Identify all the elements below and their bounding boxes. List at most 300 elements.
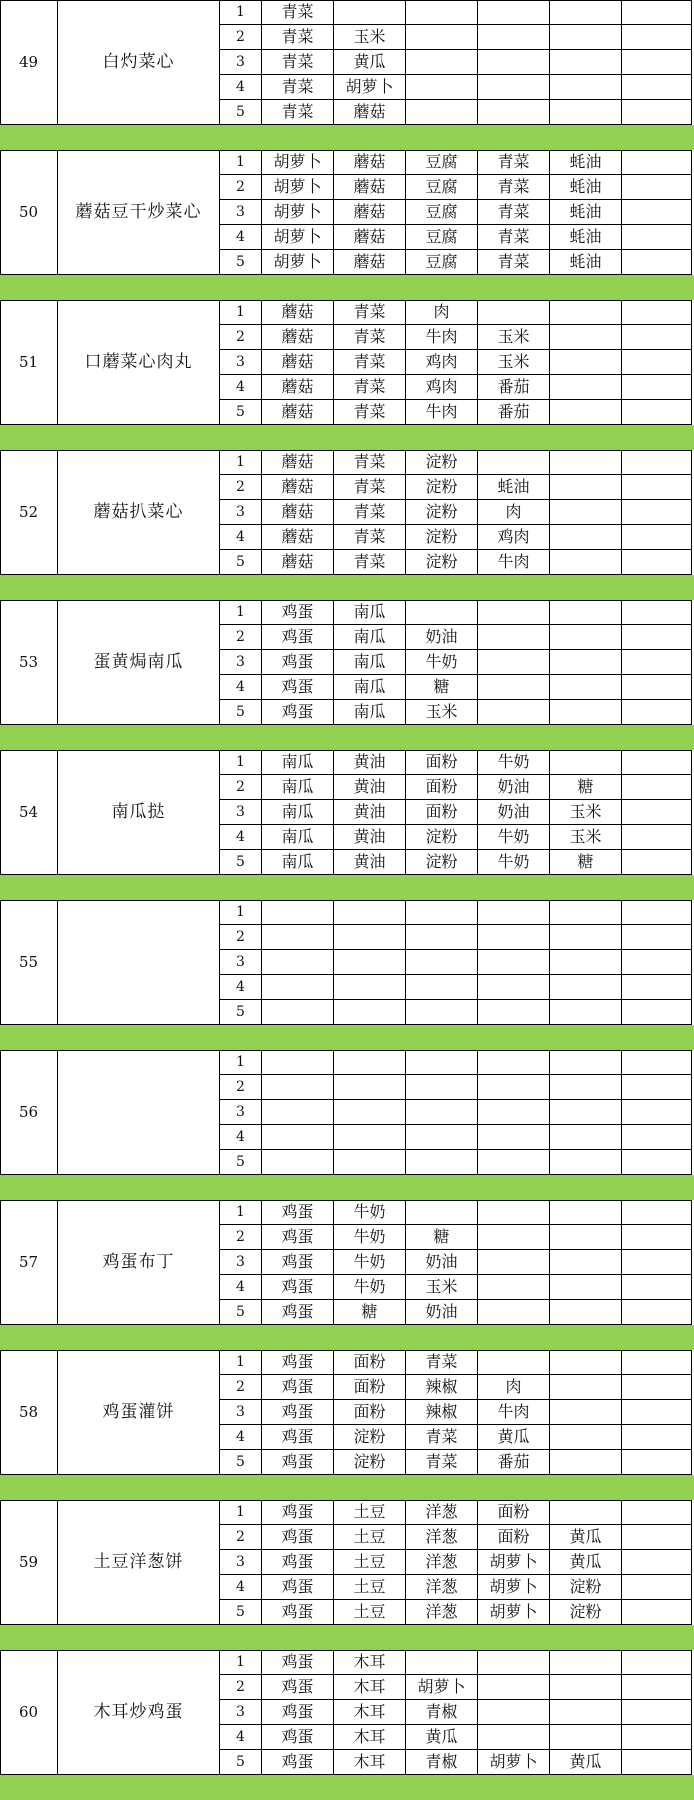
variant-index: 5 [220, 1000, 262, 1025]
ingredient-cell: 蘑菇 [262, 350, 334, 375]
variant-index: 5 [220, 550, 262, 575]
recipe-number: 49 [0, 0, 58, 125]
empty-cell [622, 775, 692, 800]
ingredient-cell [550, 600, 622, 625]
variant-index: 5 [220, 100, 262, 125]
ingredient-cell: 鸡肉 [478, 525, 550, 550]
ingredient-cell: 蘑菇 [262, 475, 334, 500]
variant-index: 5 [220, 1750, 262, 1775]
empty-cell [622, 800, 692, 825]
ingredient-cell: 南瓜 [334, 675, 406, 700]
ingredient-cell: 青菜 [478, 200, 550, 225]
ingredient-cell: 牛奶 [334, 1200, 406, 1225]
variant-index: 4 [220, 975, 262, 1000]
recipe-name: 南瓜挞 [58, 750, 220, 875]
variant-index: 2 [220, 625, 262, 650]
ingredient-cell: 鸡蛋 [262, 1225, 334, 1250]
ingredient-cell: 淀粉 [334, 1425, 406, 1450]
ingredient-cell: 青菜 [334, 525, 406, 550]
recipe-number: 55 [0, 900, 58, 1025]
recipe-name: 口蘑菜心肉丸 [58, 300, 220, 425]
ingredient-cell [550, 1725, 622, 1750]
variant-index: 4 [220, 225, 262, 250]
ingredient-cell [550, 1125, 622, 1150]
variant-index: 3 [220, 1700, 262, 1725]
ingredient-cell [550, 1450, 622, 1475]
recipe-name: 蘑菇扒菜心 [58, 450, 220, 575]
ingredient-cell [406, 975, 478, 1000]
ingredient-cell [262, 950, 334, 975]
empty-cell [622, 325, 692, 350]
ingredient-cell: 青菜 [262, 0, 334, 25]
empty-cell [622, 1600, 692, 1625]
empty-cell [622, 1450, 692, 1475]
variant-index: 5 [220, 1450, 262, 1475]
ingredient-cell [406, 50, 478, 75]
recipe-group [0, 1650, 694, 1775]
ingredient-cell: 豆腐 [406, 200, 478, 225]
empty-cell [622, 1250, 692, 1275]
empty-cell [622, 550, 692, 575]
empty-cell [622, 50, 692, 75]
ingredient-cell: 牛肉 [406, 400, 478, 425]
variant-index: 1 [220, 1500, 262, 1525]
ingredient-cell: 南瓜 [334, 650, 406, 675]
variant-index: 5 [220, 700, 262, 725]
empty-cell [622, 950, 692, 975]
ingredient-cell [406, 1650, 478, 1675]
ingredient-cell: 辣椒 [406, 1400, 478, 1425]
variant-index: 3 [220, 800, 262, 825]
variant-index: 2 [220, 475, 262, 500]
ingredient-cell: 淀粉 [406, 550, 478, 575]
ingredient-cell: 淀粉 [550, 1575, 622, 1600]
ingredient-cell: 肉 [406, 300, 478, 325]
ingredient-cell: 淀粉 [550, 1600, 622, 1625]
empty-cell [622, 1375, 692, 1400]
ingredient-cell: 南瓜 [262, 825, 334, 850]
ingredient-cell [262, 925, 334, 950]
empty-cell [622, 1425, 692, 1450]
ingredient-cell: 南瓜 [262, 750, 334, 775]
ingredient-cell: 牛奶 [334, 1275, 406, 1300]
empty-cell [622, 1275, 692, 1300]
variant-index: 1 [220, 150, 262, 175]
variant-index: 3 [220, 650, 262, 675]
ingredient-cell: 木耳 [334, 1725, 406, 1750]
ingredient-cell: 鸡蛋 [262, 1700, 334, 1725]
ingredient-cell: 玉米 [550, 800, 622, 825]
ingredient-cell [478, 75, 550, 100]
ingredient-cell: 木耳 [334, 1750, 406, 1775]
ingredient-cell: 蚝油 [550, 150, 622, 175]
ingredient-cell: 青椒 [406, 1700, 478, 1725]
ingredient-cell [478, 1125, 550, 1150]
empty-cell [622, 1500, 692, 1525]
empty-cell [622, 500, 692, 525]
ingredient-cell: 淀粉 [406, 825, 478, 850]
ingredient-cell: 面粉 [406, 775, 478, 800]
ingredient-cell: 蚝油 [550, 225, 622, 250]
ingredient-cell: 木耳 [334, 1700, 406, 1725]
ingredient-cell: 土豆 [334, 1525, 406, 1550]
ingredient-cell [478, 25, 550, 50]
ingredient-cell [406, 1200, 478, 1225]
empty-cell [622, 225, 692, 250]
ingredient-cell: 胡萝卜 [262, 225, 334, 250]
empty-cell [622, 1575, 692, 1600]
ingredient-cell [334, 950, 406, 975]
ingredient-cell: 番茄 [478, 375, 550, 400]
ingredient-cell: 牛奶 [478, 850, 550, 875]
ingredient-cell: 青菜 [406, 1350, 478, 1375]
variant-index: 3 [220, 200, 262, 225]
ingredient-cell [262, 1150, 334, 1175]
empty-cell [622, 750, 692, 775]
variant-index: 4 [220, 675, 262, 700]
ingredient-cell: 奶油 [406, 1250, 478, 1275]
empty-cell [622, 700, 692, 725]
empty-cell [622, 450, 692, 475]
ingredient-cell [550, 450, 622, 475]
ingredient-cell: 青菜 [406, 1450, 478, 1475]
ingredient-cell: 南瓜 [334, 600, 406, 625]
ingredient-cell: 淀粉 [334, 1450, 406, 1475]
ingredient-cell: 胡萝卜 [406, 1675, 478, 1700]
ingredient-cell [550, 100, 622, 125]
ingredient-cell [478, 1100, 550, 1125]
variant-index: 3 [220, 350, 262, 375]
ingredient-cell: 豆腐 [406, 225, 478, 250]
variant-index: 2 [220, 175, 262, 200]
empty-cell [622, 1150, 692, 1175]
ingredient-cell: 洋葱 [406, 1525, 478, 1550]
variant-index: 3 [220, 50, 262, 75]
ingredient-cell: 南瓜 [334, 625, 406, 650]
empty-cell [622, 675, 692, 700]
variant-index: 5 [220, 1150, 262, 1175]
empty-cell [622, 475, 692, 500]
variant-index: 2 [220, 775, 262, 800]
ingredient-cell [550, 1350, 622, 1375]
ingredient-cell: 鸡蛋 [262, 1350, 334, 1375]
empty-cell [622, 1100, 692, 1125]
empty-cell [622, 975, 692, 1000]
ingredient-cell [478, 300, 550, 325]
ingredient-cell: 奶油 [406, 625, 478, 650]
ingredient-cell: 鸡蛋 [262, 1750, 334, 1775]
ingredient-cell: 南瓜 [262, 800, 334, 825]
ingredient-cell: 蘑菇 [334, 250, 406, 275]
ingredient-cell [406, 1075, 478, 1100]
ingredient-cell: 黄油 [334, 775, 406, 800]
ingredient-cell [262, 1100, 334, 1125]
ingredient-cell: 鸡蛋 [262, 1575, 334, 1600]
ingredient-cell: 面粉 [406, 800, 478, 825]
ingredient-cell [550, 1650, 622, 1675]
ingredient-cell: 胡萝卜 [262, 175, 334, 200]
ingredient-cell: 土豆 [334, 1500, 406, 1525]
ingredient-cell: 面粉 [334, 1350, 406, 1375]
variant-index: 2 [220, 1675, 262, 1700]
empty-cell [622, 525, 692, 550]
separator-band [0, 275, 694, 300]
ingredient-cell: 淀粉 [406, 850, 478, 875]
empty-cell [622, 1050, 692, 1075]
ingredient-cell: 面粉 [334, 1400, 406, 1425]
ingredient-cell: 青菜 [334, 400, 406, 425]
ingredient-cell: 蘑菇 [262, 400, 334, 425]
ingredient-cell [550, 1675, 622, 1700]
ingredient-cell: 黄瓜 [550, 1750, 622, 1775]
ingredient-cell [550, 350, 622, 375]
variant-index: 2 [220, 1525, 262, 1550]
ingredient-cell [406, 925, 478, 950]
ingredient-cell: 黄瓜 [478, 1425, 550, 1450]
ingredient-cell [550, 1000, 622, 1025]
ingredient-cell [478, 1350, 550, 1375]
recipe-group [0, 750, 694, 875]
ingredient-cell [478, 1700, 550, 1725]
ingredient-cell: 蚝油 [550, 175, 622, 200]
ingredient-cell: 鸡蛋 [262, 1300, 334, 1325]
empty-cell [622, 400, 692, 425]
empty-cell [622, 1700, 692, 1725]
ingredient-cell: 鸡蛋 [262, 700, 334, 725]
ingredient-cell [550, 1500, 622, 1525]
ingredient-cell: 牛奶 [478, 750, 550, 775]
variant-index: 1 [220, 450, 262, 475]
ingredient-cell [550, 375, 622, 400]
ingredient-cell [478, 0, 550, 25]
ingredient-cell: 青菜 [262, 100, 334, 125]
ingredient-cell [334, 1075, 406, 1100]
ingredient-cell: 糖 [550, 775, 622, 800]
ingredient-cell: 番茄 [478, 1450, 550, 1475]
ingredient-cell: 青菜 [262, 25, 334, 50]
ingredient-cell: 面粉 [478, 1500, 550, 1525]
ingredient-cell: 牛肉 [406, 325, 478, 350]
empty-cell [622, 1000, 692, 1025]
separator-band [0, 575, 694, 600]
separator-band [0, 1025, 694, 1050]
ingredient-cell: 青菜 [334, 375, 406, 400]
ingredient-cell: 牛奶 [334, 1250, 406, 1275]
ingredient-cell: 鸡蛋 [262, 600, 334, 625]
ingredient-cell: 青菜 [334, 325, 406, 350]
ingredient-cell: 南瓜 [262, 775, 334, 800]
ingredient-cell [550, 1425, 622, 1450]
ingredient-cell [334, 1150, 406, 1175]
ingredient-cell [262, 975, 334, 1000]
recipe-group [0, 600, 694, 725]
ingredient-cell [334, 0, 406, 25]
variant-index: 4 [220, 825, 262, 850]
empty-cell [622, 100, 692, 125]
ingredient-cell: 洋葱 [406, 1575, 478, 1600]
ingredient-cell: 糖 [406, 675, 478, 700]
ingredient-cell [478, 1075, 550, 1100]
empty-cell [622, 75, 692, 100]
variant-index: 1 [220, 750, 262, 775]
ingredient-cell: 鸡肉 [406, 375, 478, 400]
recipe-number: 50 [0, 150, 58, 275]
ingredient-cell: 黄油 [334, 800, 406, 825]
variant-index: 4 [220, 525, 262, 550]
empty-cell [622, 650, 692, 675]
ingredient-cell [334, 1100, 406, 1125]
ingredient-cell [478, 450, 550, 475]
ingredient-cell [478, 1650, 550, 1675]
ingredient-cell: 鸡蛋 [262, 1500, 334, 1525]
ingredient-cell: 奶油 [406, 1300, 478, 1325]
ingredient-cell: 青菜 [334, 550, 406, 575]
ingredient-cell: 胡萝卜 [478, 1575, 550, 1600]
variant-index: 1 [220, 600, 262, 625]
ingredient-cell: 木耳 [334, 1650, 406, 1675]
ingredient-cell [406, 0, 478, 25]
variant-index: 1 [220, 1200, 262, 1225]
ingredient-cell: 鸡蛋 [262, 1200, 334, 1225]
variant-index: 4 [220, 1275, 262, 1300]
ingredient-cell [550, 1150, 622, 1175]
ingredient-cell [478, 1225, 550, 1250]
ingredient-cell [550, 300, 622, 325]
recipe-name [58, 1050, 220, 1175]
ingredient-cell: 蘑菇 [262, 525, 334, 550]
ingredient-cell [478, 1200, 550, 1225]
ingredient-cell: 牛奶 [334, 1225, 406, 1250]
ingredient-cell: 黄瓜 [550, 1525, 622, 1550]
ingredient-cell: 木耳 [334, 1675, 406, 1700]
ingredient-cell [550, 1250, 622, 1275]
ingredient-cell: 鸡蛋 [262, 1675, 334, 1700]
ingredient-cell: 蚝油 [550, 250, 622, 275]
ingredient-cell: 鸡蛋 [262, 1425, 334, 1450]
ingredient-cell [478, 675, 550, 700]
ingredient-cell: 辣椒 [406, 1375, 478, 1400]
separator-band [0, 1325, 694, 1350]
separator-band [0, 875, 694, 900]
empty-cell [622, 1225, 692, 1250]
variant-index: 1 [220, 1350, 262, 1375]
ingredient-cell [550, 325, 622, 350]
ingredient-cell [406, 1050, 478, 1075]
recipe-name: 鸡蛋布丁 [58, 1200, 220, 1325]
empty-cell [622, 1400, 692, 1425]
ingredient-cell: 蘑菇 [262, 300, 334, 325]
variant-index: 4 [220, 1575, 262, 1600]
empty-cell [622, 1300, 692, 1325]
ingredient-cell: 玉米 [334, 25, 406, 50]
recipe-number: 53 [0, 600, 58, 725]
ingredient-cell [550, 1400, 622, 1425]
ingredient-cell [478, 1725, 550, 1750]
ingredient-cell: 淀粉 [406, 450, 478, 475]
ingredient-cell [550, 475, 622, 500]
variant-index: 4 [220, 375, 262, 400]
ingredient-cell: 鸡蛋 [262, 1600, 334, 1625]
ingredient-cell: 胡萝卜 [478, 1600, 550, 1625]
ingredient-cell: 青菜 [262, 50, 334, 75]
ingredient-cell: 黄瓜 [334, 50, 406, 75]
ingredient-cell [406, 1125, 478, 1150]
ingredient-cell: 淀粉 [406, 525, 478, 550]
separator-band [0, 725, 694, 750]
recipe-group [0, 150, 694, 275]
ingredient-cell [550, 1300, 622, 1325]
ingredient-cell [262, 1000, 334, 1025]
ingredient-cell: 淀粉 [406, 475, 478, 500]
empty-cell [622, 925, 692, 950]
empty-cell [622, 900, 692, 925]
variant-index: 1 [220, 1650, 262, 1675]
ingredient-cell [406, 600, 478, 625]
ingredient-cell: 鸡蛋 [262, 625, 334, 650]
ingredient-cell: 牛奶 [478, 825, 550, 850]
recipe-name: 蘑菇豆干炒菜心 [58, 150, 220, 275]
ingredient-cell [550, 25, 622, 50]
ingredient-cell: 青菜 [406, 1425, 478, 1450]
variant-index: 2 [220, 25, 262, 50]
variant-index: 1 [220, 1050, 262, 1075]
recipe-group [0, 900, 694, 1025]
ingredient-cell [550, 1075, 622, 1100]
ingredient-cell: 青菜 [334, 300, 406, 325]
variant-index: 5 [220, 250, 262, 275]
ingredient-cell [334, 1000, 406, 1025]
recipe-name: 木耳炒鸡蛋 [58, 1650, 220, 1775]
ingredient-cell [550, 975, 622, 1000]
ingredient-cell [406, 25, 478, 50]
variant-index: 1 [220, 900, 262, 925]
ingredient-cell [334, 975, 406, 1000]
ingredient-cell [478, 600, 550, 625]
variant-index: 3 [220, 500, 262, 525]
ingredient-cell: 蘑菇 [334, 225, 406, 250]
ingredient-cell: 鸡蛋 [262, 1450, 334, 1475]
ingredient-cell [478, 1300, 550, 1325]
ingredient-cell: 洋葱 [406, 1600, 478, 1625]
recipe-number: 58 [0, 1350, 58, 1475]
ingredient-cell [406, 1100, 478, 1125]
ingredient-cell: 蘑菇 [262, 500, 334, 525]
ingredient-cell: 牛肉 [478, 550, 550, 575]
empty-cell [622, 1125, 692, 1150]
ingredient-cell [478, 1050, 550, 1075]
ingredient-cell: 青菜 [478, 175, 550, 200]
ingredient-cell: 鸡蛋 [262, 1400, 334, 1425]
empty-cell [622, 1350, 692, 1375]
ingredient-cell: 肉 [478, 1375, 550, 1400]
ingredient-cell [406, 75, 478, 100]
empty-cell [622, 1675, 692, 1700]
ingredient-cell [550, 900, 622, 925]
ingredient-cell: 黄瓜 [550, 1550, 622, 1575]
ingredient-cell: 面粉 [478, 1525, 550, 1550]
ingredient-cell: 玉米 [478, 325, 550, 350]
empty-cell [622, 350, 692, 375]
variant-index: 5 [220, 850, 262, 875]
ingredient-cell: 土豆 [334, 1550, 406, 1575]
ingredient-cell: 奶油 [478, 800, 550, 825]
ingredient-cell: 蘑菇 [334, 200, 406, 225]
ingredient-cell: 牛奶 [406, 650, 478, 675]
empty-cell [622, 1550, 692, 1575]
recipe-group [0, 1500, 694, 1625]
variant-index: 2 [220, 1225, 262, 1250]
variant-index: 2 [220, 325, 262, 350]
